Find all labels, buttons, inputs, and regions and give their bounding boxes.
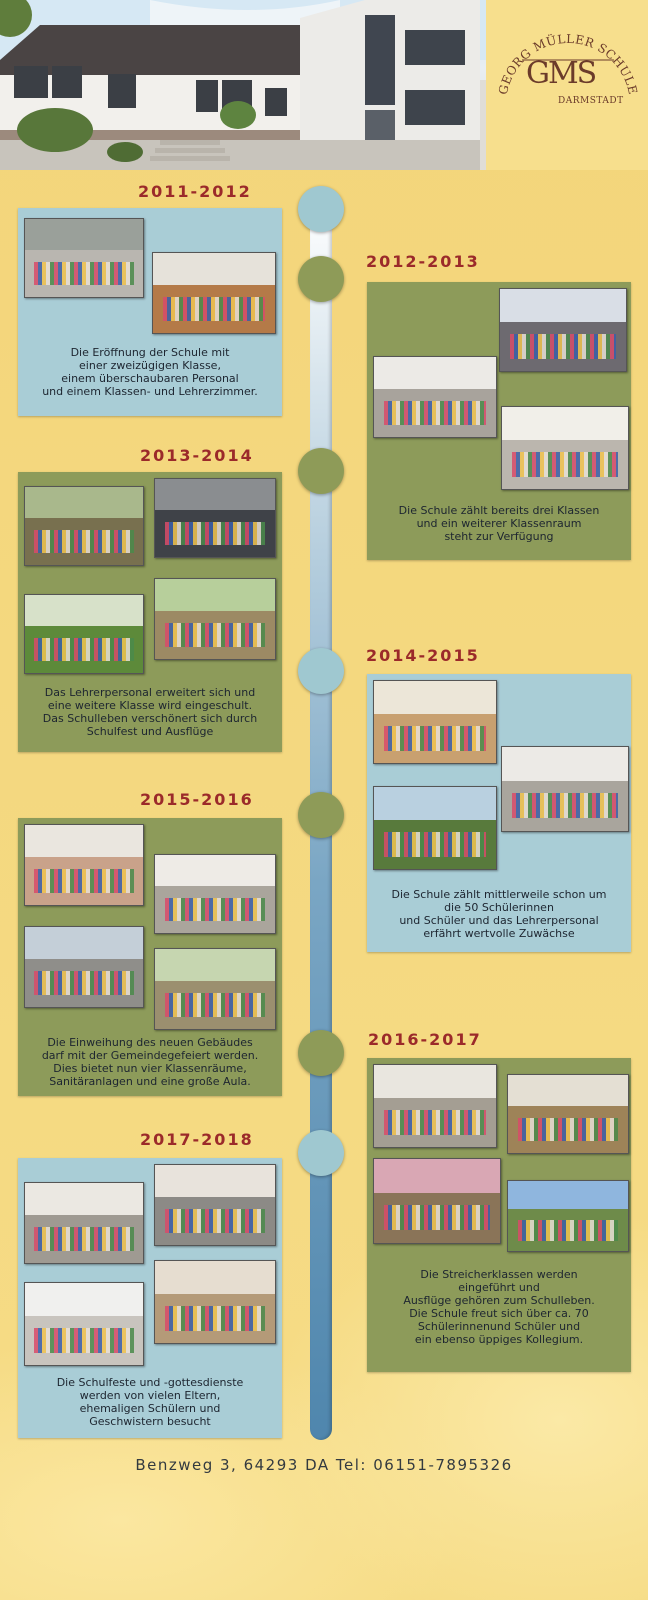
year-label-2017: 2017-2018 [140, 1130, 254, 1149]
timeline-node-2015 [298, 792, 344, 838]
photo-2013-excursion [154, 578, 276, 660]
photo-2011-class [24, 218, 144, 298]
logo-arc-label: GEORG MÜLLER SCHULE [495, 31, 641, 96]
year-label-2015: 2015-2016 [140, 790, 254, 809]
photo-2015-new-building [24, 926, 144, 1008]
logo-city: DARMSTADT [558, 96, 624, 106]
caption-2015: Die Einweihung des neuen Gebäudes darf mit der Gemeindegefeiert werden. Dies bietet nun vier Klassenräume, Sanitäranlagen und eine große Aula. [41, 1036, 259, 1088]
photo-2015-classroom [24, 824, 144, 906]
panel-2013 [18, 472, 282, 752]
photo-2017-audience [154, 1260, 276, 1344]
photo-2013-outdoor-group [24, 486, 144, 566]
school-building-photo [0, 0, 495, 170]
year-label-2016: 2016-2017 [368, 1030, 482, 1049]
panel-2012 [367, 282, 631, 560]
caption-2016: Die Streicherklassen werden eingeführt und Ausflüge gehören zum Schulleben. Die Schule freut sich über ca. 70 Schülerinnenund Schüler und ein ebenso üppiges Kollegium. [403, 1268, 595, 1346]
footer-address: Benzweg 3, 64293 DA Tel: 06151-7895326 [135, 1456, 513, 1474]
caption-2011: Die Eröffnung der Schule mit einer zweizügigen Klasse, einem überschaubaren Personal und einem Klassen- und Lehrerzimmer. [42, 346, 258, 398]
photo-2012-school-front [373, 356, 497, 438]
timeline-node-2012 [298, 256, 344, 302]
photo-2016-excursion [373, 1158, 501, 1244]
photo-2017-staff [24, 1182, 144, 1264]
photo-2013-schoolfest [24, 594, 144, 674]
photo-2014-outdoor-group [373, 786, 497, 870]
panel-2016 [367, 1058, 631, 1372]
photo-2016-school-group [373, 1064, 497, 1148]
photo-2015-inauguration [154, 948, 276, 1030]
caption-2017: Die Schulfeste und -gottesdienste werden von vielen Eltern, ehemaligen Schülern und Geschwistern besucht [56, 1376, 244, 1428]
photo-2016-bike-trip [507, 1180, 629, 1252]
timeline-node-2017 [298, 1130, 344, 1176]
panel-2017 [18, 1158, 282, 1438]
year-label-2012: 2012-2013 [366, 252, 480, 271]
panel-2011 [18, 208, 282, 416]
caption-2012: Die Schule zählt bereits drei Klassen und ein weiterer Klassenraum steht zur Verfügung [398, 504, 600, 543]
timeline-node-2011 [298, 186, 344, 232]
photo-2012-performance [501, 406, 629, 490]
photo-2013-hall [154, 478, 276, 558]
year-label-2014: 2014-2015 [366, 646, 480, 665]
panel-2014 [367, 674, 631, 952]
photo-2014-school-front [501, 746, 629, 832]
timeline-node-2013 [298, 448, 344, 494]
photo-2011-classroom [152, 252, 276, 334]
year-label-2013: 2013-2014 [140, 446, 254, 465]
photo-2017-service [24, 1282, 144, 1366]
caption-2014: Die Schule zählt mittlerweile schon um die 50 Schülerinnen und Schüler und das Lehrerpersonal erfährt wertvolle Zuwächse [391, 888, 607, 940]
logo-monogram: GMS [526, 56, 596, 91]
photo-2012-class-group [499, 288, 627, 372]
panel-2015 [18, 818, 282, 1096]
timeline-node-2014 [298, 648, 344, 694]
timeline-node-2016 [298, 1030, 344, 1076]
school-building-illustration [0, 0, 495, 170]
school-logo [486, 0, 648, 170]
year-label-2011: 2011-2012 [138, 182, 252, 201]
photo-2016-string-class [507, 1074, 629, 1154]
photo-2015-school-front [154, 854, 276, 934]
photo-2017-schoolfest [154, 1164, 276, 1246]
photo-2014-classroom [373, 680, 497, 764]
caption-2013: Das Lehrerpersonal erweitert sich und eine weitere Klasse wird eingeschult. Das Schulleben verschönert sich durch Schulfest und Ausflüge [42, 686, 258, 738]
